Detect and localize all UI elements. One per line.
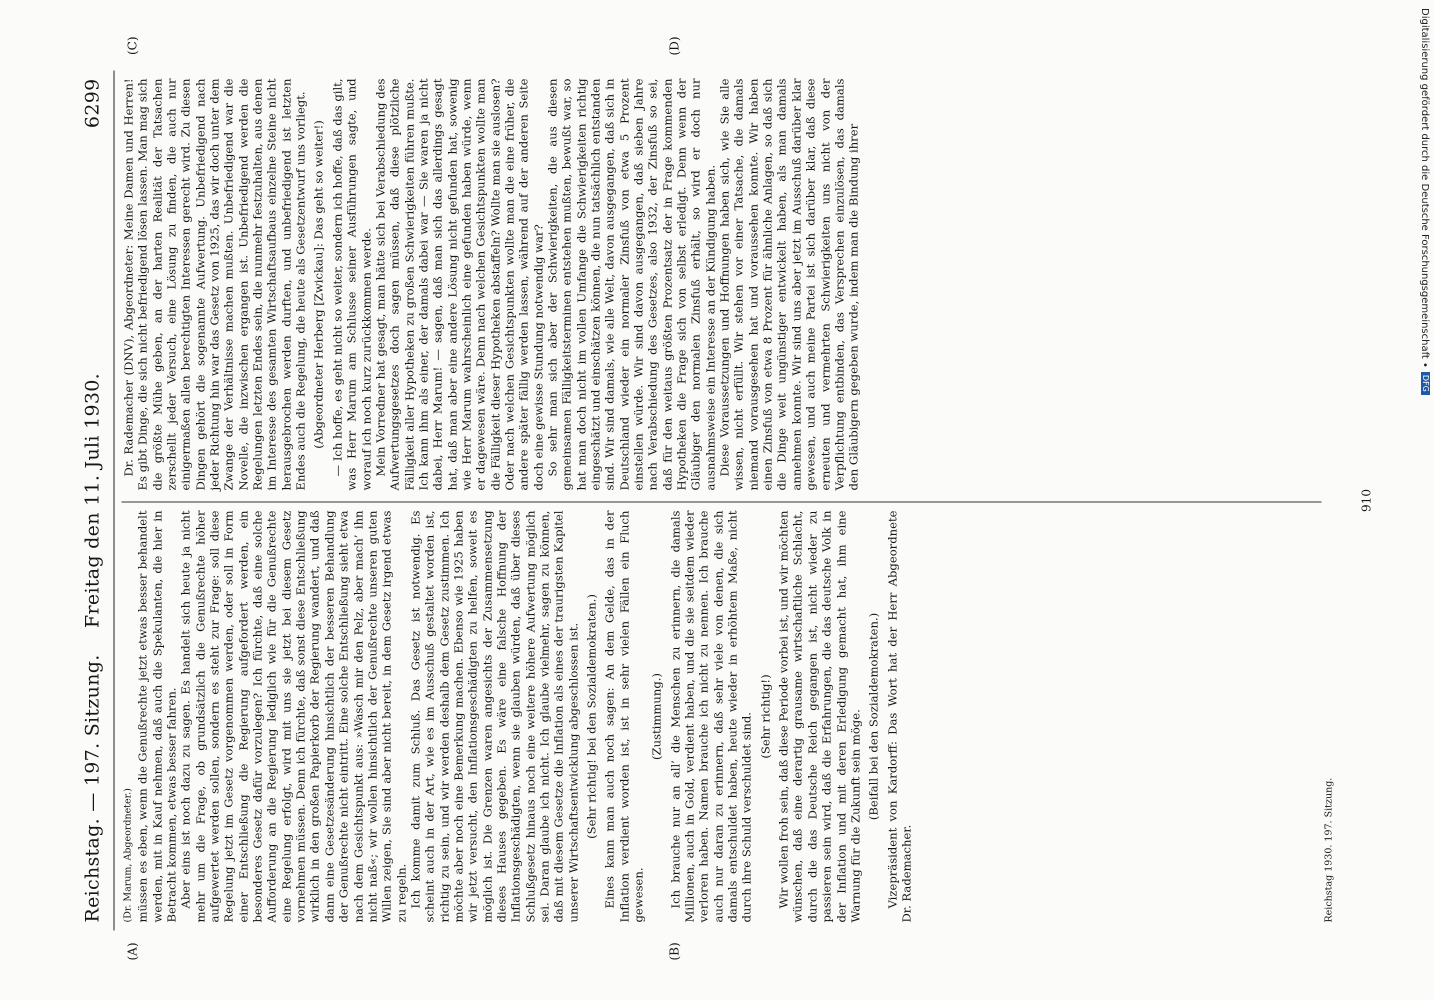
- footer-page-number: 910: [1359, 489, 1374, 512]
- paragraph: Aber eins ist noch dazu zu sagen. Es handelt sich heute ja nicht mehr um die Frage, ob grundsätzlich die Genußrechte höher aufgewertet werden sollen, sondern es steht zur Frage: soll diese Regelung jetzt im Gesetz vorgenommen werden, oder soll in Form einer Entschließung die Regierung aufgefordert werden, ein besonderes Gesetz dafür vorzulegen? Ich fürchte, daß eine solche Aufforderung an die Regierung lediglich wie für die Genußrechte eine Regelung erfolgt, wird mit uns sie jetzt bei diesem Gesetz vornehmen müssen. Denn ich fürchte, daß sonst diese Entschließung wirklich in den großen Papierkorb der Regierung wandert, und daß dann eine Gesetzesänderung hinsichtlich der besseren Behandlung der Genußrechte nicht eintritt. Eine solche Entschließung sieht etwa nach dem Gesichtspunkt aus: »Wasch mir den Pelz, aber mach’ ihn nicht naß«; wir wollen hinsichtlich der Genußrechte unseren guten Willen zeigen, Sie sind aber nicht bereit, in dem Gesetz irgend etwas zu regeln.: [178, 510, 409, 923]
- rotated-page: [78, 36, 1413, 961]
- paragraph: Dr. Rademacher (DNV), Abgeordneter: Meine Damen und Herren! Es gibt Dinge, die sich nicht befriedigend lösen lassen. Man mag sich die größte Mühe geben, an der harten Realität der Tatsachen zerschellt jeder Versuch, eine Lösung zu finden, die auch nur einigermaßen allen berechtigten Interessen gerecht wird. Zu diesen Dingen gehört die sogenannte Aufwertung. Unbefriedigend nach jeder Richtung hin war das Gesetz von 1925, das wir doch unter dem Zwange der Verhältnisse machen mußten. Unbefriedigend war die Novelle, die inzwischen ergangen ist. Unbefriedigend werden die Regelungen letzten Endes sein, die nunmehr festzuhalten, aus denen im Interesse des gesamten Wirtschaftsaufbaus einzelne Steine nicht herausgebrochen werden durften, und unbefriedigend ist letzten Endes auch die Regelung, die heute als Gesetzentwurf uns vorliegt.: [121, 78, 308, 491]
- interjection: (Zustimmung.): [649, 673, 664, 760]
- dfg-logo: DFG: [1421, 372, 1430, 395]
- running-head: [78, 71, 112, 931]
- paragraph: Eines kann man auch noch sagen: An dem Gelde, das in der Inflation verdient worden ist, ist in sehr vielen Fällen ein Fluch gewesen.: [602, 510, 646, 923]
- paragraph: Ich brauche nur an all’ die Menschen zu erinnern, die damals Millionen, auch in Gold, verdient haben, und die sie seitdem wieder verloren haben. Namen brauche ich nicht zu nennen. Ich brauche auch nur daran zu erinnern, daß sehr viele von denen, die sich damals entschuldet haben, heute wieder in erhöhtem Maße, nicht durch ihre Schuld verschuldet sind.: [668, 510, 754, 923]
- header-rule: [114, 71, 115, 931]
- column-divider: [122, 502, 1322, 503]
- paragraph: Diese Voraussetzungen und Hoffnungen haben sich, wie Sie alle wissen, nicht erfüllt. Wir stehen vor einer Tatsache, die damals niemand vorausgesehen hat und voraussehen konnte. Wir haben einen Zinsfuß von etwa 8 Prozent für ähnliche Anlagen, so daß sich die Dinge weit ungünstiger entwickelt haben, als man damals annehmen konnte. Wir sind uns aber jetzt im Ausschuß darüber klar gewesen, und auch meine Partei ist sich darüber klar, daß diese erneuten und vermehrten Schwierigkeiten uns nicht von der Verpflichtung entbinden, das Versprechen einzulösen, das damals den Gläubigern gegeben wurde, indem man die Bindung ihrer: [717, 78, 861, 491]
- margin-marker-a: (A): [125, 942, 140, 961]
- paragraph: Wir wollen froh sein, daß diese Periode vorbei ist, und wir möchten wünschen, daß eine derartig grausame wirtschaftliche Schlacht, durch die das Deutsche Reich gegangen ist, nicht wieder zu passieren sein wird, daß die Erfahrungen, die das deutsche Volk in der Inflation und mit deren Erledigung gemacht hat, ihm eine Warnung für die Zukunft sein möge.: [776, 510, 863, 923]
- digitization-credit: [1419, 8, 1430, 395]
- paragraph: müssen es eben, wenn die Genußrechte jetzt etwas besser behandelt werden, mit in Kauf nehmen, daß auch die Spekulanten, die hier in Betracht kommen, etwas besser fahren.: [135, 510, 179, 923]
- header-date: Freitag den 11. Juli 1930.: [81, 373, 104, 628]
- paragraph: Vizepräsident von Kardorff: Das Wort hat der Herr Abgeordnete Dr. Rademacher.: [885, 510, 914, 923]
- credit-text: Digitalisierung gefördert durch die Deutsche Forschungsgemeinschaft •: [1419, 8, 1430, 368]
- left-column: [122, 511, 914, 923]
- interjection: (Sehr richtig!): [758, 674, 773, 759]
- margin-marker-b: (B): [667, 942, 682, 961]
- header-page-number: 6299: [81, 78, 104, 129]
- speaker-continuation: (Dr. Marum, Abgeordneter.): [122, 788, 134, 923]
- margin-marker-c: (C): [125, 36, 140, 56]
- interjection: (Beifall bei den Sozialdemokraten.): [866, 612, 881, 821]
- header-session: Reichstag. — 197. Sitzung.: [81, 654, 104, 923]
- paragraph: — Ich hoffe, es geht nicht so weiter, sondern ich hoffe, daß das gilt, was Herr Marum am Schlusse seiner Ausführungen sagte, und worauf ich noch kurz zurückkommen werde.: [330, 78, 373, 491]
- interjection: (Sehr richtig! bei den Sozialdemokraten.): [584, 594, 599, 839]
- paragraph: Mein Vorredner hat gesagt, man hätte sich bei Verabschiedung des Aufwertungsgesetzes doch sagen müssen, daß diese plötzliche Fälligkeit aller Hypotheken zu großen Schwierigkeiten führen mußte. Ich kann ihm als einer, der damals dabei war — Sie waren ja nicht dabei, Herr Marum! — sagen, daß man sich das allerdings gesagt hat, daß man aber eine andere Lösung nicht gefunden hat, sowenig wie Herr Marum wahrscheinlich eine gefunden haben würde, wenn er dagewesen wäre. Denn nach welchen Gesichtspunkten wollte man die Fälligkeit dieser Hypotheken abstaffeln? Wollte man sie auslosen? Oder nach welchen Gesichtspunkten wollte man die eine früher, die andere später fällig werden lassen, während auf der anderen Seite doch eine gewisse Stundung notwendig war?: [373, 78, 546, 491]
- right-column: [122, 79, 862, 491]
- paragraph: So sehr man sich aber der Schwierigkeiten, die aus diesen gemeinsamen Fälligkeitsterminen entstehen mußten, bewußt war, so hat man doch nicht im vollen Umfange die Schwierigkeiten richtig eingeschätzt und einschätzen können, die nun tatsächlich entstanden sind. Wir sind damals, wie alle Welt, davon ausgegangen, daß sich in Deutschland wieder ein normaler Zinsfuß von etwa 5 Prozent einstellen würde. Wir sind davon ausgegangen, daß sieben Jahre nach Verabschiedung des Gesetzes, also 1932, der Zinsfuß so sei, daß für den weitaus größten Prozentsatz der in Frage kommenden Hypotheken die Frage sich von selbst erledigt. Denn wenn der Gläubiger den normalen Zinsfuß erhält, so wird er doch nur ausnahmsweise ein Interesse an der Kündigung haben.: [545, 78, 718, 491]
- margin-marker-d: (D): [667, 36, 682, 56]
- footer-session-line: Reichstag 1930. 197. Sitzung.: [1323, 777, 1335, 923]
- paragraph: Ich komme damit zum Schluß. Das Gesetz ist notwendig. Es scheint auch in der Art, wie es im Ausschuß gestaltet worden ist, richtig zu sein, und wir werden deshalb dem Gesetz zustimmen. Ich möchte aber noch eine Bemerkung machen. Ebenso wie 1925 haben wir jetzt versucht, den Inflationsgeschädigten zu helfen, soweit es möglich ist. Die Grenzen waren angesichts der Zusammensetzung dieses Hauses gegeben. Es wäre eine falsche Hoffnung der Inflationsgeschädigten, wenn sie glauben würden, daß über dieses Schlußgesetz hinaus noch eine weitere höhere Aufwertung möglich sei. Daran glaube ich nicht. Ich glaube vielmehr, sagen zu können, daß mit diesem Gesetze die Inflation als eines der traurigsten Kapitel unserer Wirtschaftsentwicklung abgeschlossen ist.: [408, 510, 581, 923]
- interjection: (Abgeordneter Herberg [Zwickau]: Das geht so weiter!): [311, 120, 326, 449]
